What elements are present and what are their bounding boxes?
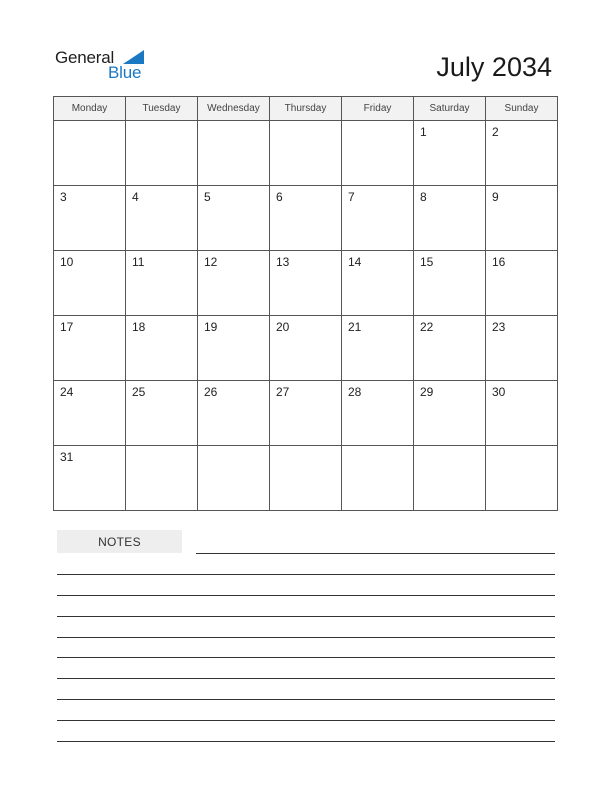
day-cell xyxy=(414,251,486,316)
note-line xyxy=(57,741,555,742)
day-cell xyxy=(54,186,126,251)
brand-triangle-icon xyxy=(123,50,144,64)
day-cell xyxy=(414,186,486,251)
day-cell xyxy=(414,316,486,381)
day-number: 22 xyxy=(420,320,434,334)
note-line xyxy=(57,616,555,617)
note-line xyxy=(57,720,555,721)
day-cell xyxy=(198,186,270,251)
day-cell xyxy=(414,121,486,186)
note-line xyxy=(57,637,555,638)
weekday-header: Thursday xyxy=(270,97,342,121)
weekday-header: Saturday xyxy=(414,97,486,121)
day-number xyxy=(126,121,197,125)
note-line xyxy=(57,595,555,596)
day-cell xyxy=(126,446,198,511)
weekday-header: Wednesday xyxy=(198,97,270,121)
day-number xyxy=(342,121,413,125)
day-cell xyxy=(414,381,486,446)
day-number: 7 xyxy=(348,190,355,204)
note-line xyxy=(57,699,555,700)
day-number: 16 xyxy=(492,255,506,269)
day-cell xyxy=(342,446,414,511)
day-number: 30 xyxy=(492,385,506,399)
day-cell xyxy=(198,316,270,381)
day-number xyxy=(270,446,341,450)
calendar-title: July 2034 xyxy=(436,52,552,82)
weekday-header: Monday xyxy=(54,97,126,121)
day-number: 15 xyxy=(420,255,434,269)
day-number: 14 xyxy=(348,255,362,269)
brand-word-blue: Blue xyxy=(108,63,142,82)
week-row xyxy=(54,186,558,251)
week-row xyxy=(54,251,558,316)
calendar-grid xyxy=(53,96,558,511)
day-number xyxy=(54,121,125,125)
day-cell xyxy=(342,316,414,381)
day-cell xyxy=(414,446,486,511)
day-cell xyxy=(486,446,558,511)
day-number: 25 xyxy=(132,385,146,399)
day-cell xyxy=(54,446,126,511)
day-cell xyxy=(270,381,342,446)
day-cell xyxy=(126,186,198,251)
note-line xyxy=(57,678,555,679)
day-cell xyxy=(270,186,342,251)
brand-word-general: General xyxy=(55,48,115,67)
day-number xyxy=(198,446,269,450)
day-number: 19 xyxy=(204,320,218,334)
week-row xyxy=(54,121,558,186)
day-number xyxy=(270,121,341,125)
day-number: 1 xyxy=(420,125,427,139)
day-cell xyxy=(54,251,126,316)
day-cell xyxy=(198,446,270,511)
day-number: 18 xyxy=(132,320,146,334)
day-cell xyxy=(54,381,126,446)
day-number: 28 xyxy=(348,385,362,399)
day-number: 13 xyxy=(276,255,290,269)
day-number: 12 xyxy=(204,255,218,269)
day-cell xyxy=(126,316,198,381)
day-cell xyxy=(486,381,558,446)
day-number: 31 xyxy=(60,450,74,464)
day-cell xyxy=(126,381,198,446)
day-number: 2 xyxy=(492,125,499,139)
day-number: 20 xyxy=(276,320,290,334)
day-cell xyxy=(486,251,558,316)
day-cell xyxy=(270,446,342,511)
day-number: 29 xyxy=(420,385,434,399)
day-number: 8 xyxy=(420,190,427,204)
weekday-header-row xyxy=(54,97,558,121)
day-number: 26 xyxy=(204,385,218,399)
day-number: 11 xyxy=(132,255,145,269)
day-cell xyxy=(342,186,414,251)
day-cell xyxy=(126,121,198,186)
note-line xyxy=(57,657,555,658)
week-row xyxy=(54,446,558,511)
notes-label: NOTES xyxy=(57,530,182,553)
day-cell xyxy=(198,251,270,316)
day-number: 24 xyxy=(60,385,74,399)
day-number xyxy=(342,446,413,450)
day-number: 9 xyxy=(492,190,499,204)
day-number: 21 xyxy=(348,320,362,334)
day-number: 5 xyxy=(204,190,211,204)
weekday-header: Tuesday xyxy=(126,97,198,121)
day-cell xyxy=(486,186,558,251)
day-cell xyxy=(342,251,414,316)
brand-logo xyxy=(55,46,155,86)
day-cell xyxy=(198,381,270,446)
day-cell xyxy=(342,381,414,446)
day-number: 17 xyxy=(60,320,74,334)
weekday-header: Friday xyxy=(342,97,414,121)
week-row xyxy=(54,316,558,381)
day-cell xyxy=(126,251,198,316)
note-line xyxy=(57,574,555,575)
day-cell xyxy=(270,251,342,316)
day-cell xyxy=(486,121,558,186)
note-line xyxy=(196,553,555,554)
day-cell xyxy=(270,121,342,186)
day-number xyxy=(486,446,557,450)
day-number: 3 xyxy=(60,190,67,204)
day-cell xyxy=(54,316,126,381)
day-number: 6 xyxy=(276,190,283,204)
day-number xyxy=(414,446,485,450)
day-cell xyxy=(270,316,342,381)
day-number: 23 xyxy=(492,320,506,334)
day-cell xyxy=(486,316,558,381)
day-number xyxy=(198,121,269,125)
day-cell xyxy=(198,121,270,186)
day-number xyxy=(126,446,197,450)
day-number: 27 xyxy=(276,385,290,399)
day-number: 10 xyxy=(60,255,74,269)
day-cell xyxy=(342,121,414,186)
week-row xyxy=(54,381,558,446)
weekday-header: Sunday xyxy=(486,97,558,121)
day-cell xyxy=(54,121,126,186)
day-number: 4 xyxy=(132,190,139,204)
